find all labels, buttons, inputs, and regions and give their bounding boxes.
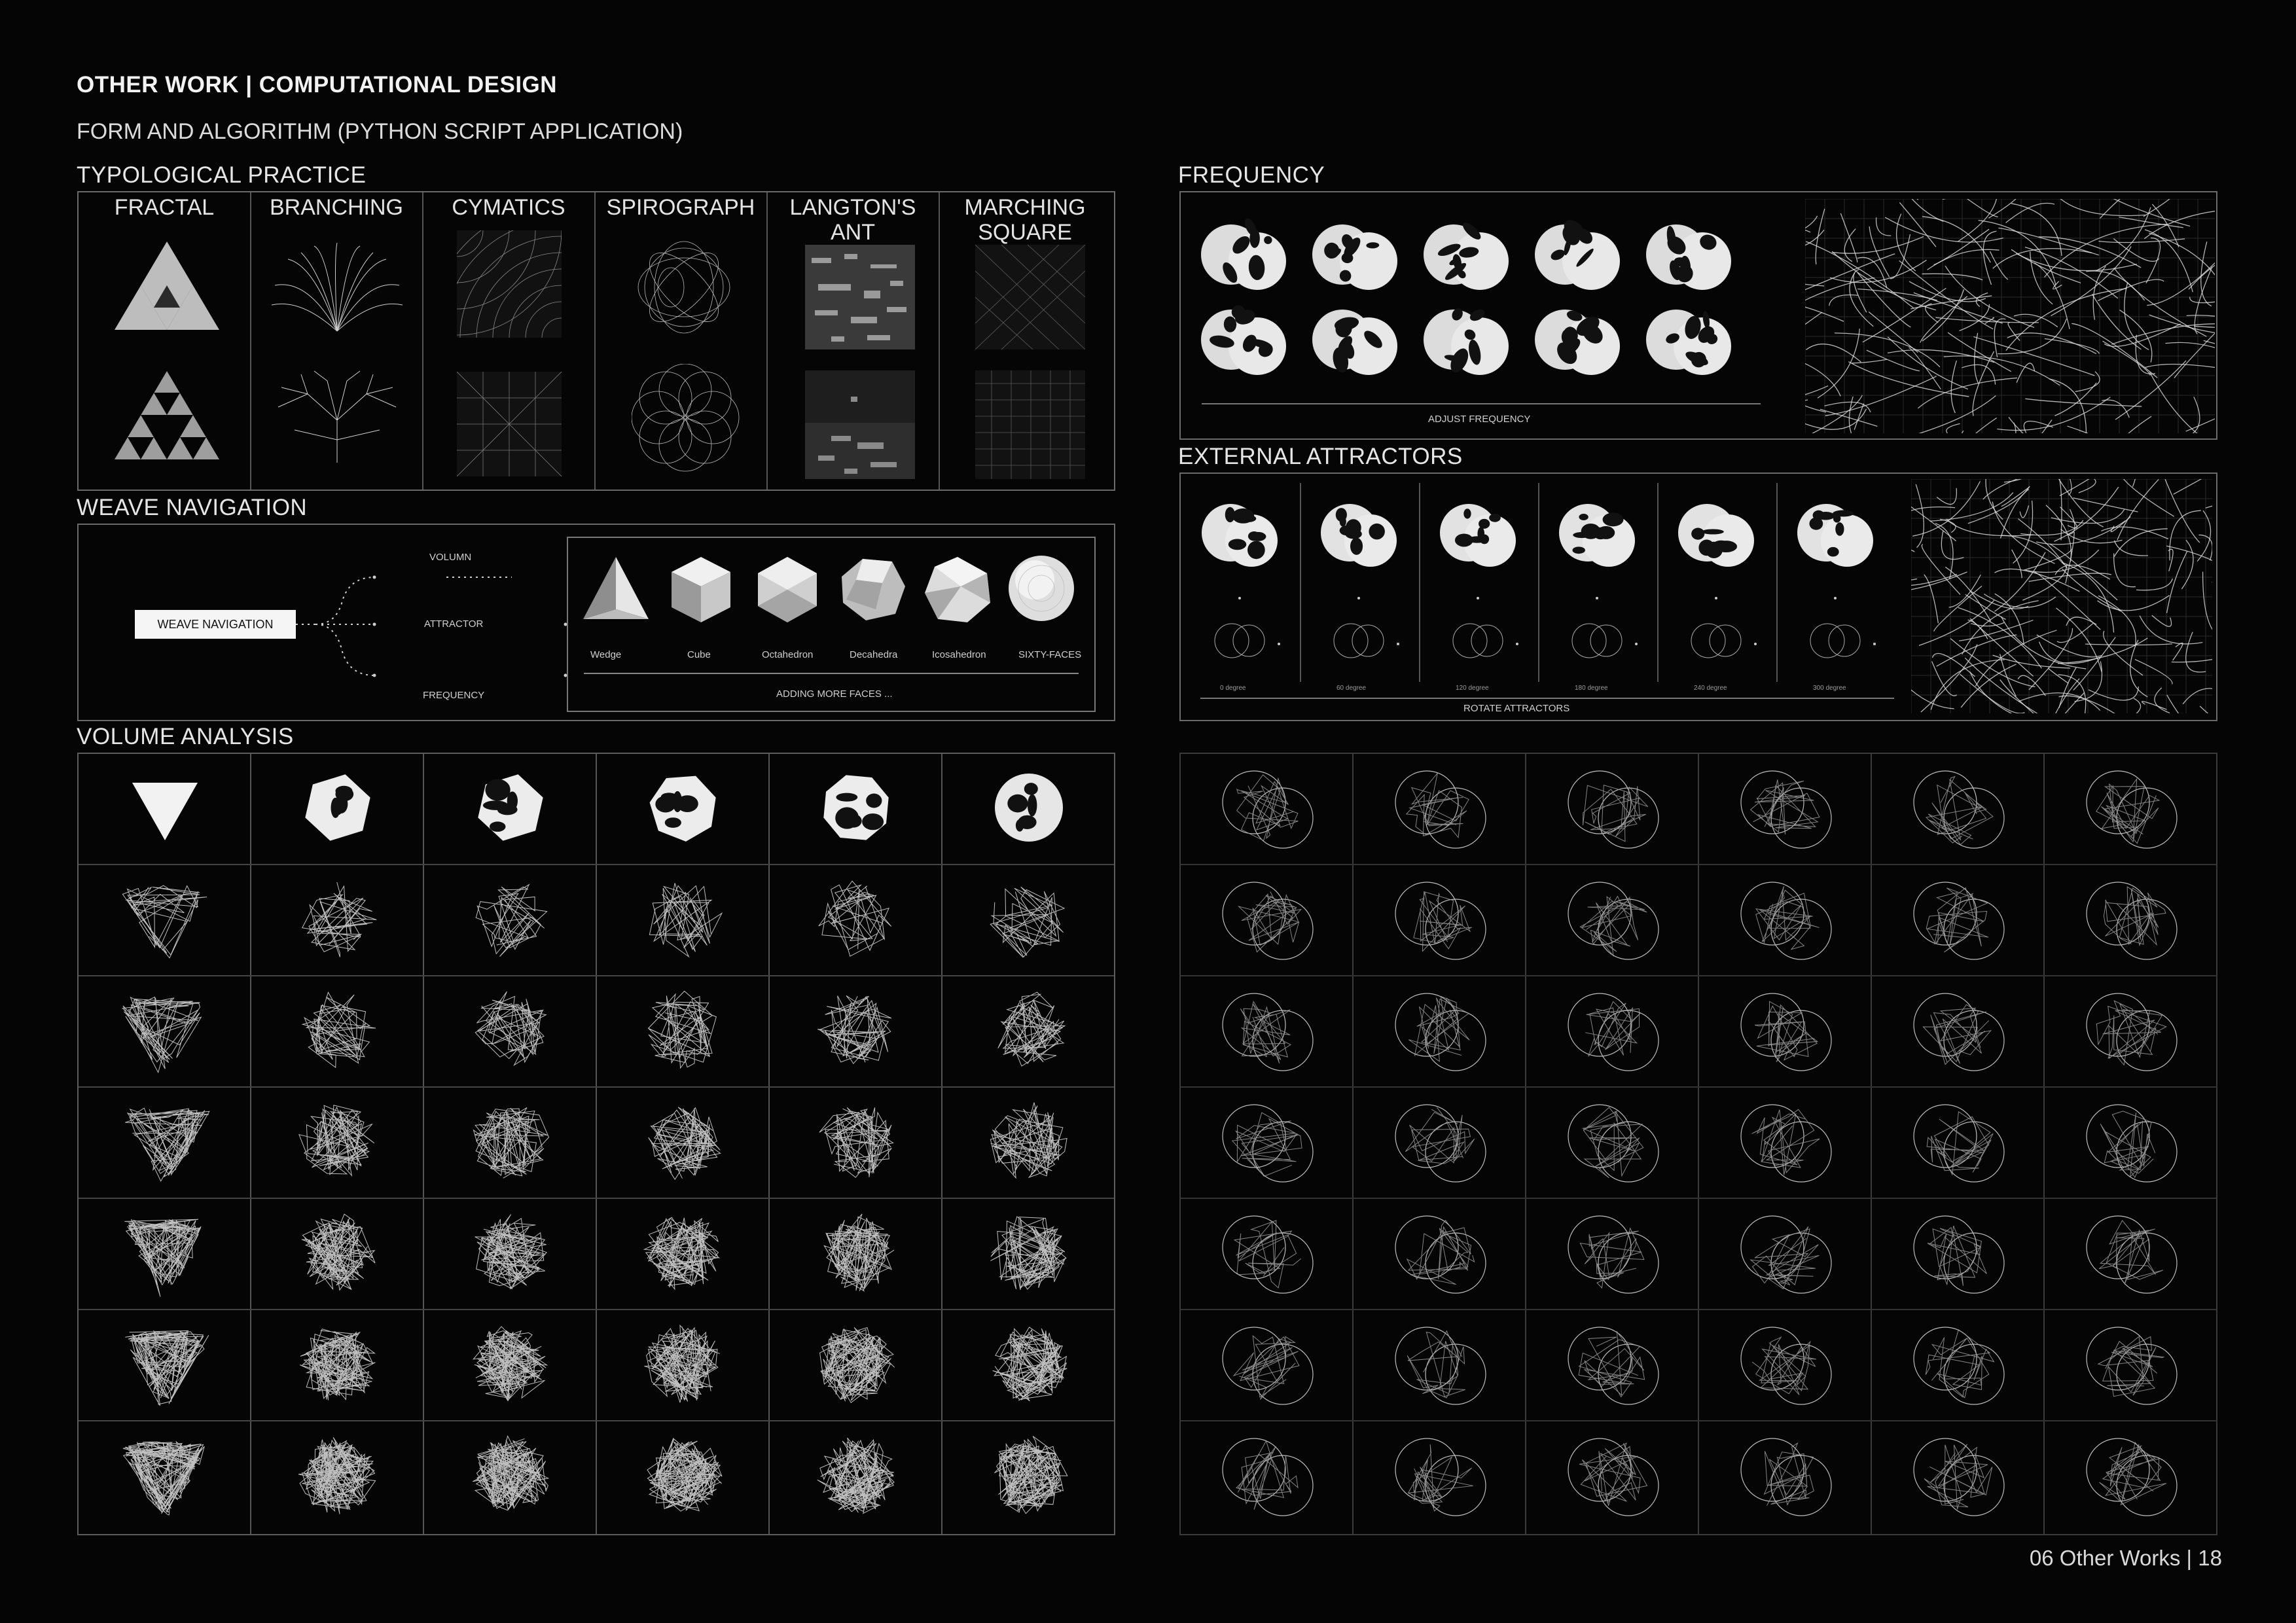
adding-faces-caption: ADDING MORE FACES ... — [776, 688, 893, 700]
wireframe-blob — [1395, 1327, 1486, 1404]
attractor-mesh-render — [1911, 479, 2212, 713]
label-octahedron: Octahedron — [762, 649, 814, 660]
volume-wireframe — [817, 995, 891, 1063]
wedge-shape — [580, 554, 652, 626]
degree-120: 120 degree — [1456, 685, 1489, 692]
volume-solid-3 — [650, 776, 716, 842]
col-title-branching: BRANCHING — [269, 195, 404, 220]
volume-wireframe — [649, 883, 722, 956]
volume-wireframe — [994, 1436, 1067, 1514]
attractor-diagram — [1453, 597, 1518, 658]
wireframe-blob — [1395, 771, 1486, 848]
volume-wireframe — [990, 887, 1064, 957]
wireframe-grid — [1179, 753, 2217, 1535]
attractor-blob — [1678, 504, 1754, 567]
col-title-langtons-ant: LANGTON'S ANT — [789, 195, 916, 245]
volume-wireframes — [79, 754, 1114, 1534]
wireframe-blob — [1395, 1105, 1486, 1182]
attractor-blob — [1559, 504, 1635, 567]
wireframe-blob — [1741, 1105, 1831, 1182]
wireframe-blob — [1914, 1327, 2004, 1404]
volume-wireframe — [125, 1108, 209, 1181]
volume-wireframe — [298, 1437, 376, 1514]
volume-wireframe — [824, 1214, 894, 1291]
frequency-panel — [1179, 191, 2217, 440]
volume-solid-5 — [995, 774, 1063, 842]
col-title-marching-square: MARCHING SQUARE — [964, 195, 1086, 245]
degree-300: 300 degree — [1813, 685, 1846, 692]
volume-wireframe — [649, 1107, 721, 1180]
volume-wireframe — [476, 885, 547, 957]
volume-wireframe — [473, 1436, 548, 1510]
wireframe-blob — [1568, 771, 1659, 848]
degree-180: 180 degree — [1575, 685, 1608, 692]
cube-shape — [665, 554, 737, 626]
wireframe-blob — [2087, 882, 2177, 959]
branching-image-2 — [268, 368, 406, 466]
octahedron-shape — [751, 554, 823, 626]
page-subtitle: FORM AND ALGORITHM (PYTHON SCRIPT APPLICATION) — [77, 119, 683, 144]
wireframe-blob — [1223, 1216, 1313, 1293]
volume-title: VOLUME ANALYSIS — [77, 724, 294, 749]
typological-title: TYPOLOGICAL PRACTICE — [77, 162, 367, 188]
wireframe-blob — [1568, 1327, 1659, 1404]
volume-wireframe — [299, 1105, 374, 1176]
volume-wireframe — [123, 1442, 204, 1515]
attractor-blob — [1321, 504, 1397, 567]
frequency-blob — [1646, 224, 1731, 290]
volume-solid-4 — [823, 775, 888, 840]
branching-image-1 — [268, 240, 406, 338]
attractors-panel — [1179, 473, 2217, 721]
volume-wireframe — [302, 992, 376, 1067]
wireframe-blob — [1914, 1216, 2004, 1293]
col-title-cymatics: CYMATICS — [452, 195, 565, 220]
label-cube: Cube — [687, 649, 711, 660]
degree-0: 0 degree — [1220, 685, 1246, 692]
weave-panel — [77, 524, 1115, 721]
volume-wireframe — [993, 1327, 1067, 1401]
frequency-blob — [1535, 309, 1620, 375]
volume-wireframe — [475, 991, 546, 1065]
wireframe-blob — [2087, 993, 2177, 1071]
wireframe-blob — [1223, 993, 1313, 1071]
wireframe-blob — [1223, 1327, 1313, 1404]
weave-branch-attractor: ATTRACTOR — [424, 618, 484, 630]
attractor-blob — [1797, 504, 1873, 567]
frequency-caption: ADJUST FREQUENCY — [1428, 414, 1531, 425]
degree-60: 60 degree — [1336, 685, 1367, 692]
volume-wireframe — [644, 1325, 719, 1402]
fractal-image-1 — [111, 238, 223, 336]
cymatics-image-1 — [457, 230, 562, 338]
attractor-diagram — [1215, 597, 1280, 658]
wireframe-blob — [1223, 1105, 1313, 1182]
wireframe-blob — [1914, 771, 2004, 848]
attractor-blob — [1440, 504, 1516, 567]
volume-grid — [77, 753, 1115, 1535]
wireframe-blob — [2087, 1327, 2177, 1404]
spirograph-image-1 — [635, 238, 733, 336]
wireframe-blob — [1395, 993, 1486, 1071]
volume-wireframe — [124, 1219, 201, 1296]
attractor-blob — [1202, 504, 1278, 567]
label-wedge: Wedge — [590, 649, 622, 660]
volume-solid-2 — [478, 774, 543, 840]
typological-panel — [77, 191, 1115, 491]
wireframe-blob — [1568, 1438, 1659, 1516]
wireframe-blob — [1914, 1105, 2004, 1182]
frequency-blob — [1424, 220, 1509, 290]
wireframe-blob — [1568, 882, 1659, 959]
volume-wireframe — [990, 1217, 1066, 1290]
shapes-box — [567, 537, 1096, 712]
volume-wireframe — [302, 1214, 375, 1290]
wireframe-blob — [1223, 1438, 1313, 1516]
volume-wireframe — [122, 997, 201, 1073]
frequency-mesh-render — [1805, 199, 2215, 433]
volume-solid-1 — [305, 774, 370, 840]
volume-wireframe — [649, 991, 717, 1068]
weave-root-box: WEAVE NAVIGATION — [135, 610, 296, 639]
wireframe-blob — [1395, 1216, 1486, 1293]
frequency-blob — [1535, 216, 1620, 290]
page-footer: 06 Other Works | 18 — [2029, 1546, 2222, 1570]
spirograph-image-2 — [632, 364, 740, 472]
marching-square-image-2 — [975, 370, 1085, 479]
wireframe-blob — [2087, 1216, 2177, 1293]
wireframe-blob — [1568, 1105, 1659, 1182]
label-decahedra: Decahedra — [850, 649, 898, 660]
col-title-fractal: FRACTAL — [114, 195, 215, 220]
wireframe-blob — [2087, 771, 2177, 848]
volume-wireframe — [122, 885, 207, 958]
col-title-spirograph: SPIROGRAPH — [606, 195, 755, 220]
frequency-blob — [1312, 310, 1397, 375]
volume-wireframe — [820, 1327, 895, 1402]
volume-wireframe — [817, 1438, 894, 1513]
frequency-blob — [1424, 306, 1509, 375]
label-sixty-faces: SIXTY-FACES — [1018, 649, 1082, 660]
volume-wireframe — [300, 1329, 375, 1400]
marching-square-image-1 — [975, 245, 1085, 349]
attractors-caption: ROTATE ATTRACTORS — [1463, 703, 1570, 714]
wireframe-blob — [1741, 882, 1831, 959]
volume-wireframe — [125, 1330, 208, 1405]
wireframe-blob — [1741, 1327, 1831, 1404]
page-title: OTHER WORK | COMPUTATIONAL DESIGN — [77, 72, 558, 98]
volume-wireframe — [474, 1107, 549, 1178]
langtons-ant-image-1 — [805, 245, 915, 349]
wireframe-blob — [1914, 993, 2004, 1071]
frequency-blobs — [1194, 205, 1757, 402]
icosahedron-shape — [922, 554, 994, 626]
fractal-image-2 — [111, 368, 223, 466]
wireframe-blob — [1395, 1438, 1486, 1516]
weave-title: WEAVE NAVIGATION — [77, 495, 308, 520]
wireframe-blob — [1914, 882, 2004, 959]
wireframe-blob — [1568, 1216, 1659, 1293]
attractors-title: EXTERNAL ATTRACTORS — [1178, 444, 1463, 469]
volume-wireframe — [647, 1438, 722, 1511]
volume-wireframe — [302, 882, 377, 957]
weave-branch-frequency: FREQUENCY — [423, 690, 485, 701]
attractor-diagram — [1810, 597, 1876, 658]
volume-wireframe — [819, 881, 891, 956]
volume-wireframe — [473, 1327, 547, 1400]
frequency-blob — [1201, 217, 1286, 290]
frequency-blob — [1646, 310, 1731, 375]
wireframe-blob — [1914, 1438, 2004, 1516]
wireframe-blob — [2087, 1105, 2177, 1182]
wireframe-blob — [1741, 993, 1831, 1071]
frequency-blob — [1312, 224, 1397, 290]
wireframe-blob — [1568, 993, 1659, 1071]
frequency-blob — [1201, 302, 1286, 375]
volume-wireframe — [644, 1217, 719, 1289]
langtons-ant-image-2 — [805, 370, 915, 479]
volume-wireframe — [998, 992, 1066, 1066]
wireframe-blob — [1741, 1216, 1831, 1293]
wireframe-blob — [1223, 882, 1313, 959]
frequency-title: FREQUENCY — [1178, 162, 1325, 188]
wireframe-blob — [1741, 771, 1831, 848]
weave-branch-volumn: VOLUMN — [429, 552, 472, 563]
label-icosahedron: Icosahedron — [932, 649, 986, 660]
wireframe-blob — [1741, 1438, 1831, 1516]
wireframe-blob — [2087, 1438, 2177, 1516]
wireframe-blob — [1223, 771, 1313, 848]
attractor-diagram — [1691, 597, 1757, 658]
volume-solid-wedge — [132, 783, 198, 840]
sixty-faces-shape — [1005, 552, 1077, 624]
cymatics-image-2 — [457, 372, 562, 476]
attractor-diagram — [1334, 597, 1399, 658]
decahedra-shape — [836, 554, 908, 626]
attractor-diagram — [1572, 597, 1638, 658]
volume-wireframe — [990, 1103, 1067, 1178]
volume-wireframe — [475, 1215, 547, 1289]
attractor-blobs — [1181, 480, 1901, 690]
degree-240: 240 degree — [1694, 685, 1727, 692]
mesh-lines — [1805, 199, 2215, 433]
volume-wireframe — [819, 1107, 893, 1177]
mesh-lines — [1911, 479, 2212, 713]
wireframe-blobs — [1181, 754, 2216, 1534]
wireframe-blob — [1395, 882, 1486, 959]
